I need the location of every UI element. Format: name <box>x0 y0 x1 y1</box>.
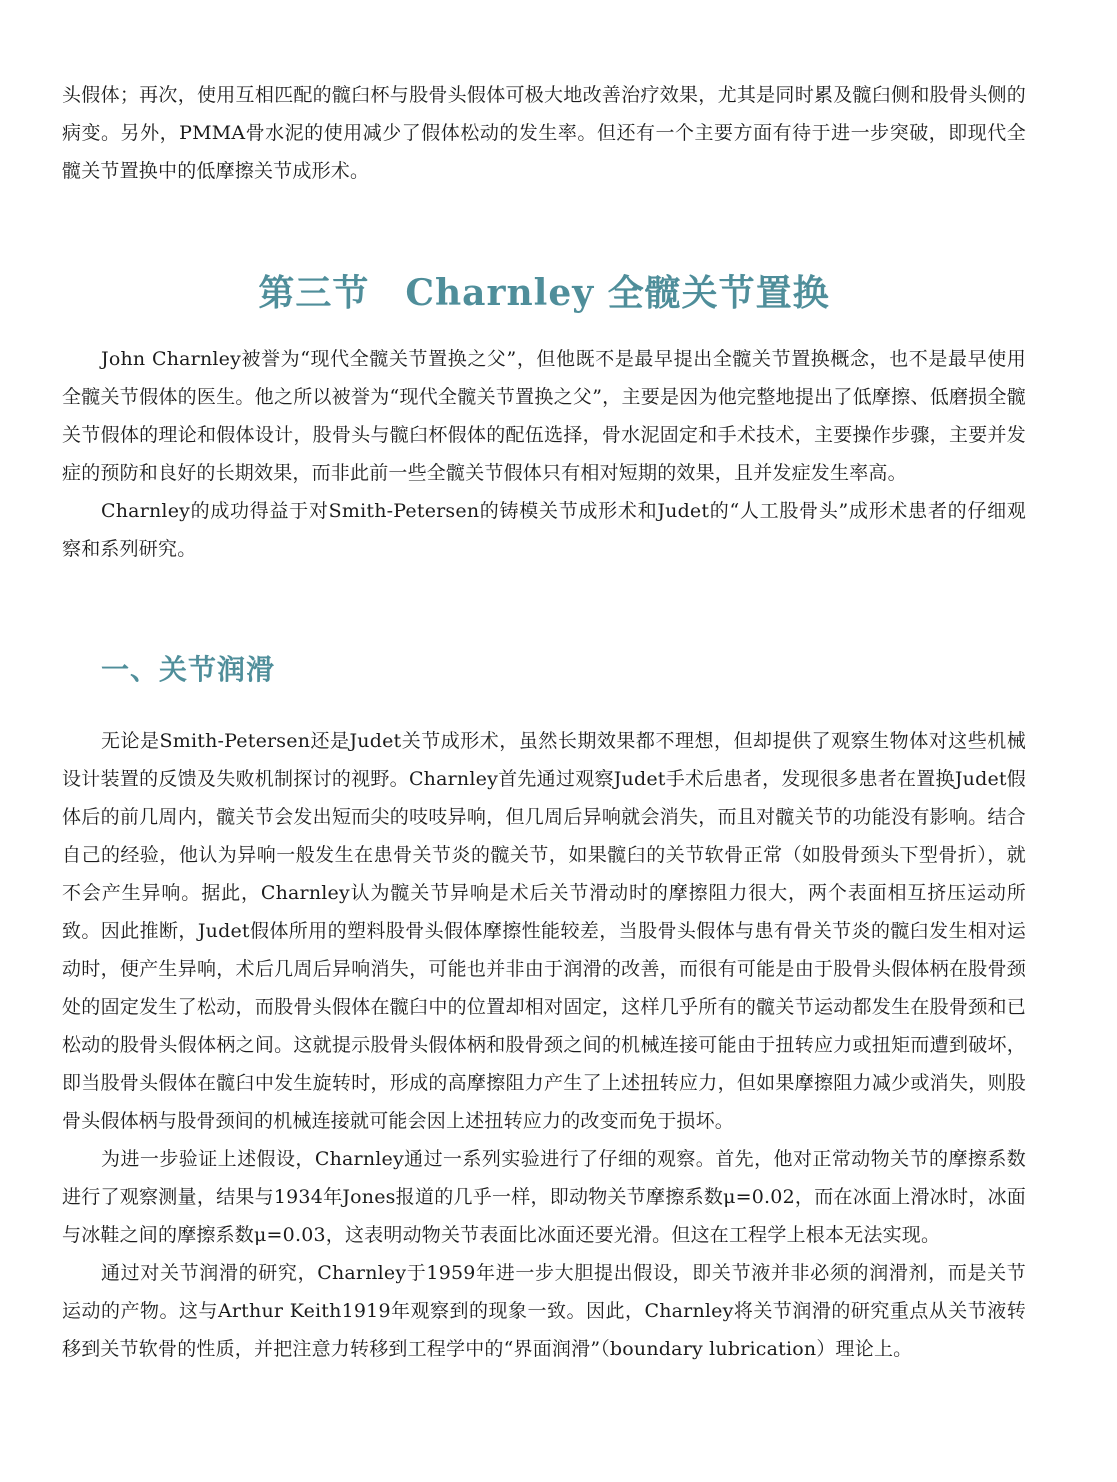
subsection-heading: 一、关节润滑 <box>101 653 276 686</box>
body-paragraph: 通过对关节润滑的研究，Charnley于1959年进一步大胆提出假设，即关节液并非必须的润滑剂，而是关节运动的产物。这与Arthur Keith1919年观察到的现象一致。因此，Charnley将关节润滑的研究重点从关节液转移到关节软骨的性质，并把注意力转移到工程学中的“界面润滑”（boundary lubrication）理论上。 <box>62 1262 1026 1360</box>
document-page <box>62 0 1026 1482</box>
body-paragraph: 无论是Smith-Petersen还是Judet关节成形术，虽然长期效果都不理想，但却提供了观察生物体对这些机械设计装置的反馈及失败机制探讨的视野。Charnley首先通过观察Judet手术后患者，发现很多患者在置换Judet假体后的前几周内，髋关节会发出短而尖的吱吱异响，但几周后异响就会消失，而且对髋关节的功能没有影响。结合自己的经验，他认为异响一般发生在患骨关节炎的髋关节，如果髋臼的关节软骨正常（如股骨颈头下型骨折），就不会产生异响。据此，Charnley认为髋关节异响是术后关节滑动时的摩擦阻力很大，两个表面相互挤压运动所致。因此推断，Judet假体所用的塑料股骨头假体摩擦性能较差，当股骨头假体与患有骨关节炎的髋臼发生相对运动时，便产生异响，术后几周后异响消失，可能也并非由于润滑的改善，而很有可能是由于股骨头假体柄在股骨颈处的固定发生了松动，而股骨头假体在髋臼中的位置却相对固定，这样几乎所有的髋关节运动都发生在股骨颈和已松动的股骨头假体柄之间。这就提示股骨头假体柄和股骨颈之间的机械连接可能由于扭转应力或扭矩而遭到破坏，即当股骨头假体在髋臼中发生旋转时，形成的高摩擦阻力产生了上述扭转应力，但如果摩擦阻力减少或消失，则股骨头假体柄与股骨颈间的机械连接就可能会因上述扭转应力的改变而免于损坏。 <box>62 730 1026 1132</box>
intro-paragraph: John Charnley被誉为“现代全髋关节置换之父”，但他既不是最早提出全髋关节置换概念，也不是最早使用全髋关节假体的医生。他之所以被誉为“现代全髋关节置换之父”，主要是因为他完整地提出了低摩擦、低磨损全髋关节假体的理论和假体设计，股骨头与髋臼杯假体的配伍选择，骨水泥固定和手术技术，主要操作步骤，主要并发症的预防和良好的长期效果，而非此前一些全髋关节假体只有相对短期的效果，且并发症发生率高。 <box>62 348 1026 484</box>
section-intro <box>62 340 1026 568</box>
section-number: 第三节 <box>258 272 370 314</box>
subsection-body <box>62 722 1026 1368</box>
intro-paragraph: Charnley的成功得益于对Smith-Petersen的铸模关节成形术和Judet的“人工股骨头”成形术患者的仔细观察和系列研究。 <box>62 500 1026 560</box>
section-title-text: Charnley 全髋关节置换 <box>405 272 830 314</box>
body-paragraph: 为进一步验证上述假设，Charnley通过一系列实验进行了仔细的观察。首先，他对正常动物关节的摩擦系数进行了观察测量，结果与1934年Jones报道的几乎一样，即动物关节摩擦系数μ=0.02，而在冰面上滑冰时，冰面与冰鞋之间的摩擦系数μ=0.03，这表明动物关节表面比冰面还要光滑。但这在工程学上根本无法实现。 <box>62 1148 1026 1246</box>
section-heading <box>62 268 1026 318</box>
continued-paragraph: 头假体；再次，使用互相匹配的髋臼杯与股骨头假体可极大地改善治疗效果，尤其是同时累及髋臼侧和股骨头侧的病变。另外，PMMA骨水泥的使用减少了假体松动的发生率。但还有一个主要方面有待于进一步突破，即现代全髋关节置换中的低摩擦关节成形术。 <box>62 84 1026 182</box>
